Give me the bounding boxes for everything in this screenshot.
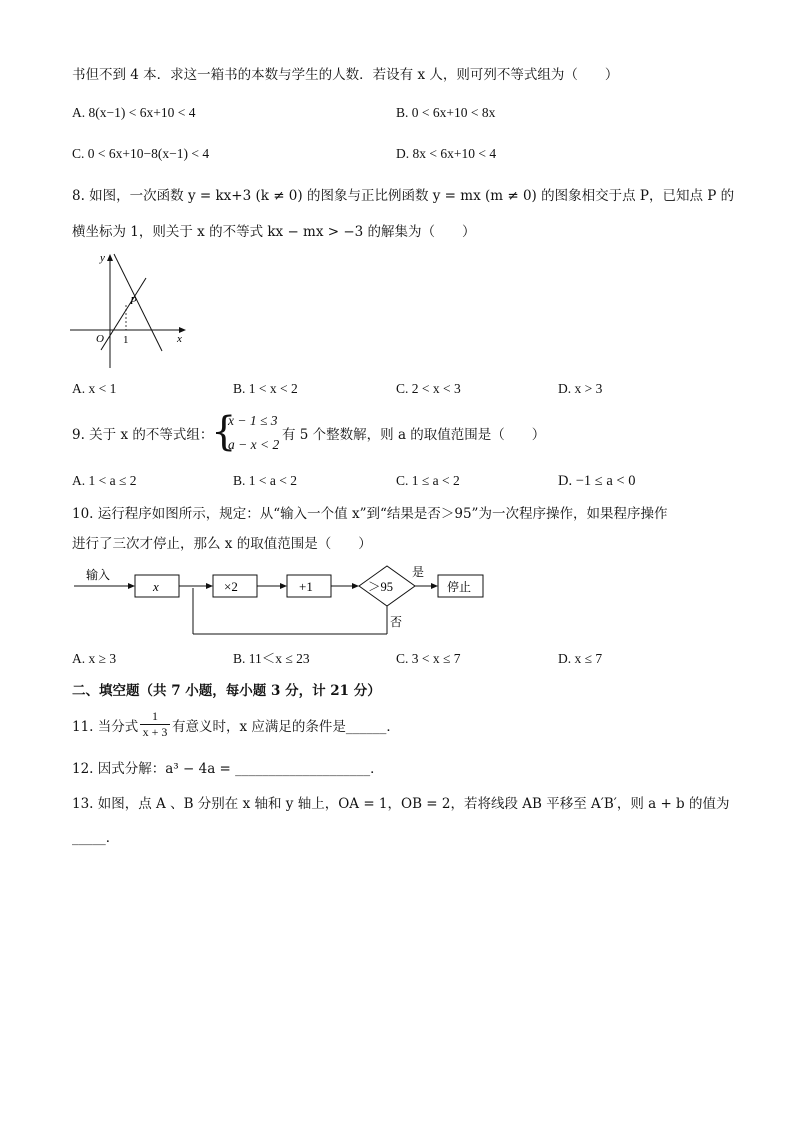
- q8-option-d: D. x > 3: [558, 381, 603, 396]
- graph-x-label: x: [177, 333, 182, 345]
- flow-yes-label: 是: [412, 565, 425, 579]
- q11-stem-post: 有意义时，x 应满足的条件是______．: [172, 719, 400, 735]
- q9-system-brace: {: [211, 409, 237, 455]
- flow-times2-box: ×2: [224, 579, 238, 594]
- flow-input-label: 输入: [86, 568, 111, 582]
- q11-fraction-numerator: 1: [140, 709, 170, 725]
- q7-option-d: D. 8x < 6x+10 < 4: [396, 146, 497, 161]
- q13-stem-line1: 13. 如图，点 A 、B 分别在 x 轴和 y 轴上，OA = 1，OB = 2，若将线段 AB 平移至 A′B′，则 a + b 的值为: [72, 796, 730, 812]
- q10-option-a: A. x ≥ 3: [72, 651, 117, 666]
- q11-fraction-denominator: x + 3: [142, 725, 168, 739]
- q8-option-c: C. 2 < x < 3: [396, 381, 461, 396]
- q9-inequality-1: x − 1 ≤ 3: [228, 413, 278, 428]
- q7-stem: 书但不到 4 本．求这一箱书的本数与学生的人数．若设有 x 人，则可列不等式组为（ ）: [72, 67, 619, 83]
- flow-condition-diamond: ＞95: [368, 580, 394, 594]
- q9-inequality-2: a − x < 2: [228, 437, 280, 452]
- q9-option-a: A. 1 < a ≤ 2: [72, 473, 137, 488]
- q10-stem-line1: 10. 运行程序如图所示，规定：从“输入一个值 x”到“结果是否＞95”为一次程序操作，如果程序操作: [72, 506, 668, 522]
- graph-tick-one-label: 1: [123, 334, 129, 346]
- flow-stop-box: 停止: [447, 580, 472, 594]
- q12-stem: 12. 因式分解：a³ − 4a = ____________________．: [72, 761, 384, 777]
- q8-stem-line2: 横坐标为 1，则关于 x 的不等式 kx − mx > −3 的解集为（ ）: [72, 224, 476, 240]
- flow-x-box: x: [153, 579, 159, 594]
- q11-fraction: [140, 709, 170, 740]
- section-two-heading: 二、填空题（共 7 小题，每小题 3 分，计 21 分）: [72, 683, 381, 699]
- q7-option-c: C. 0 < 6x+10−8(x−1) < 4: [72, 146, 210, 161]
- flow-no-label: 否: [390, 615, 403, 629]
- flow-plus1-box: +1: [299, 579, 313, 594]
- q13-stem-line2: _____．: [72, 830, 120, 846]
- q8-option-a: A. x < 1: [72, 381, 117, 396]
- q9-option-d: D. −1 ≤ a < 0: [558, 473, 636, 489]
- q9-stem-post: 有 5 个整数解，则 a 的取值范围是（ ）: [282, 427, 546, 443]
- q8-option-b: B. 1 < x < 2: [233, 381, 298, 396]
- q10-option-b: B. 11＜x ≤ 23: [233, 651, 310, 666]
- graph-y-label: y: [100, 252, 105, 264]
- q10-flowchart: [70, 562, 490, 638]
- q10-option-c: C. 3 < x ≤ 7: [396, 651, 461, 666]
- graph-origin-label: O: [96, 333, 104, 345]
- q7-option-b: B. 0 < 6x+10 < 8x: [396, 105, 496, 120]
- q8-graph: [66, 248, 194, 374]
- q9-option-b: B. 1 < a < 2: [233, 473, 297, 488]
- q11-stem-pre: 11. 当分式: [72, 719, 139, 735]
- q10-stem-line2: 进行了三次才停止，那么 x 的取值范围是（ ）: [72, 536, 372, 552]
- graph-point-p-label: P: [130, 295, 137, 307]
- q10-option-d: D. x ≤ 7: [558, 651, 603, 666]
- q7-option-a: A. 8(x−1) < 6x+10 < 4: [72, 105, 196, 120]
- q8-stem-line1: 8. 如图，一次函数 y = kx+3 (k ≠ 0) 的图象与正比例函数 y = mx (m ≠ 0) 的图象相交于点 P，已知点 P 的: [72, 188, 735, 204]
- q9-option-c: C. 1 ≤ a < 2: [396, 473, 460, 488]
- q9-stem-pre: 9. 关于 x 的不等式组：: [72, 427, 214, 443]
